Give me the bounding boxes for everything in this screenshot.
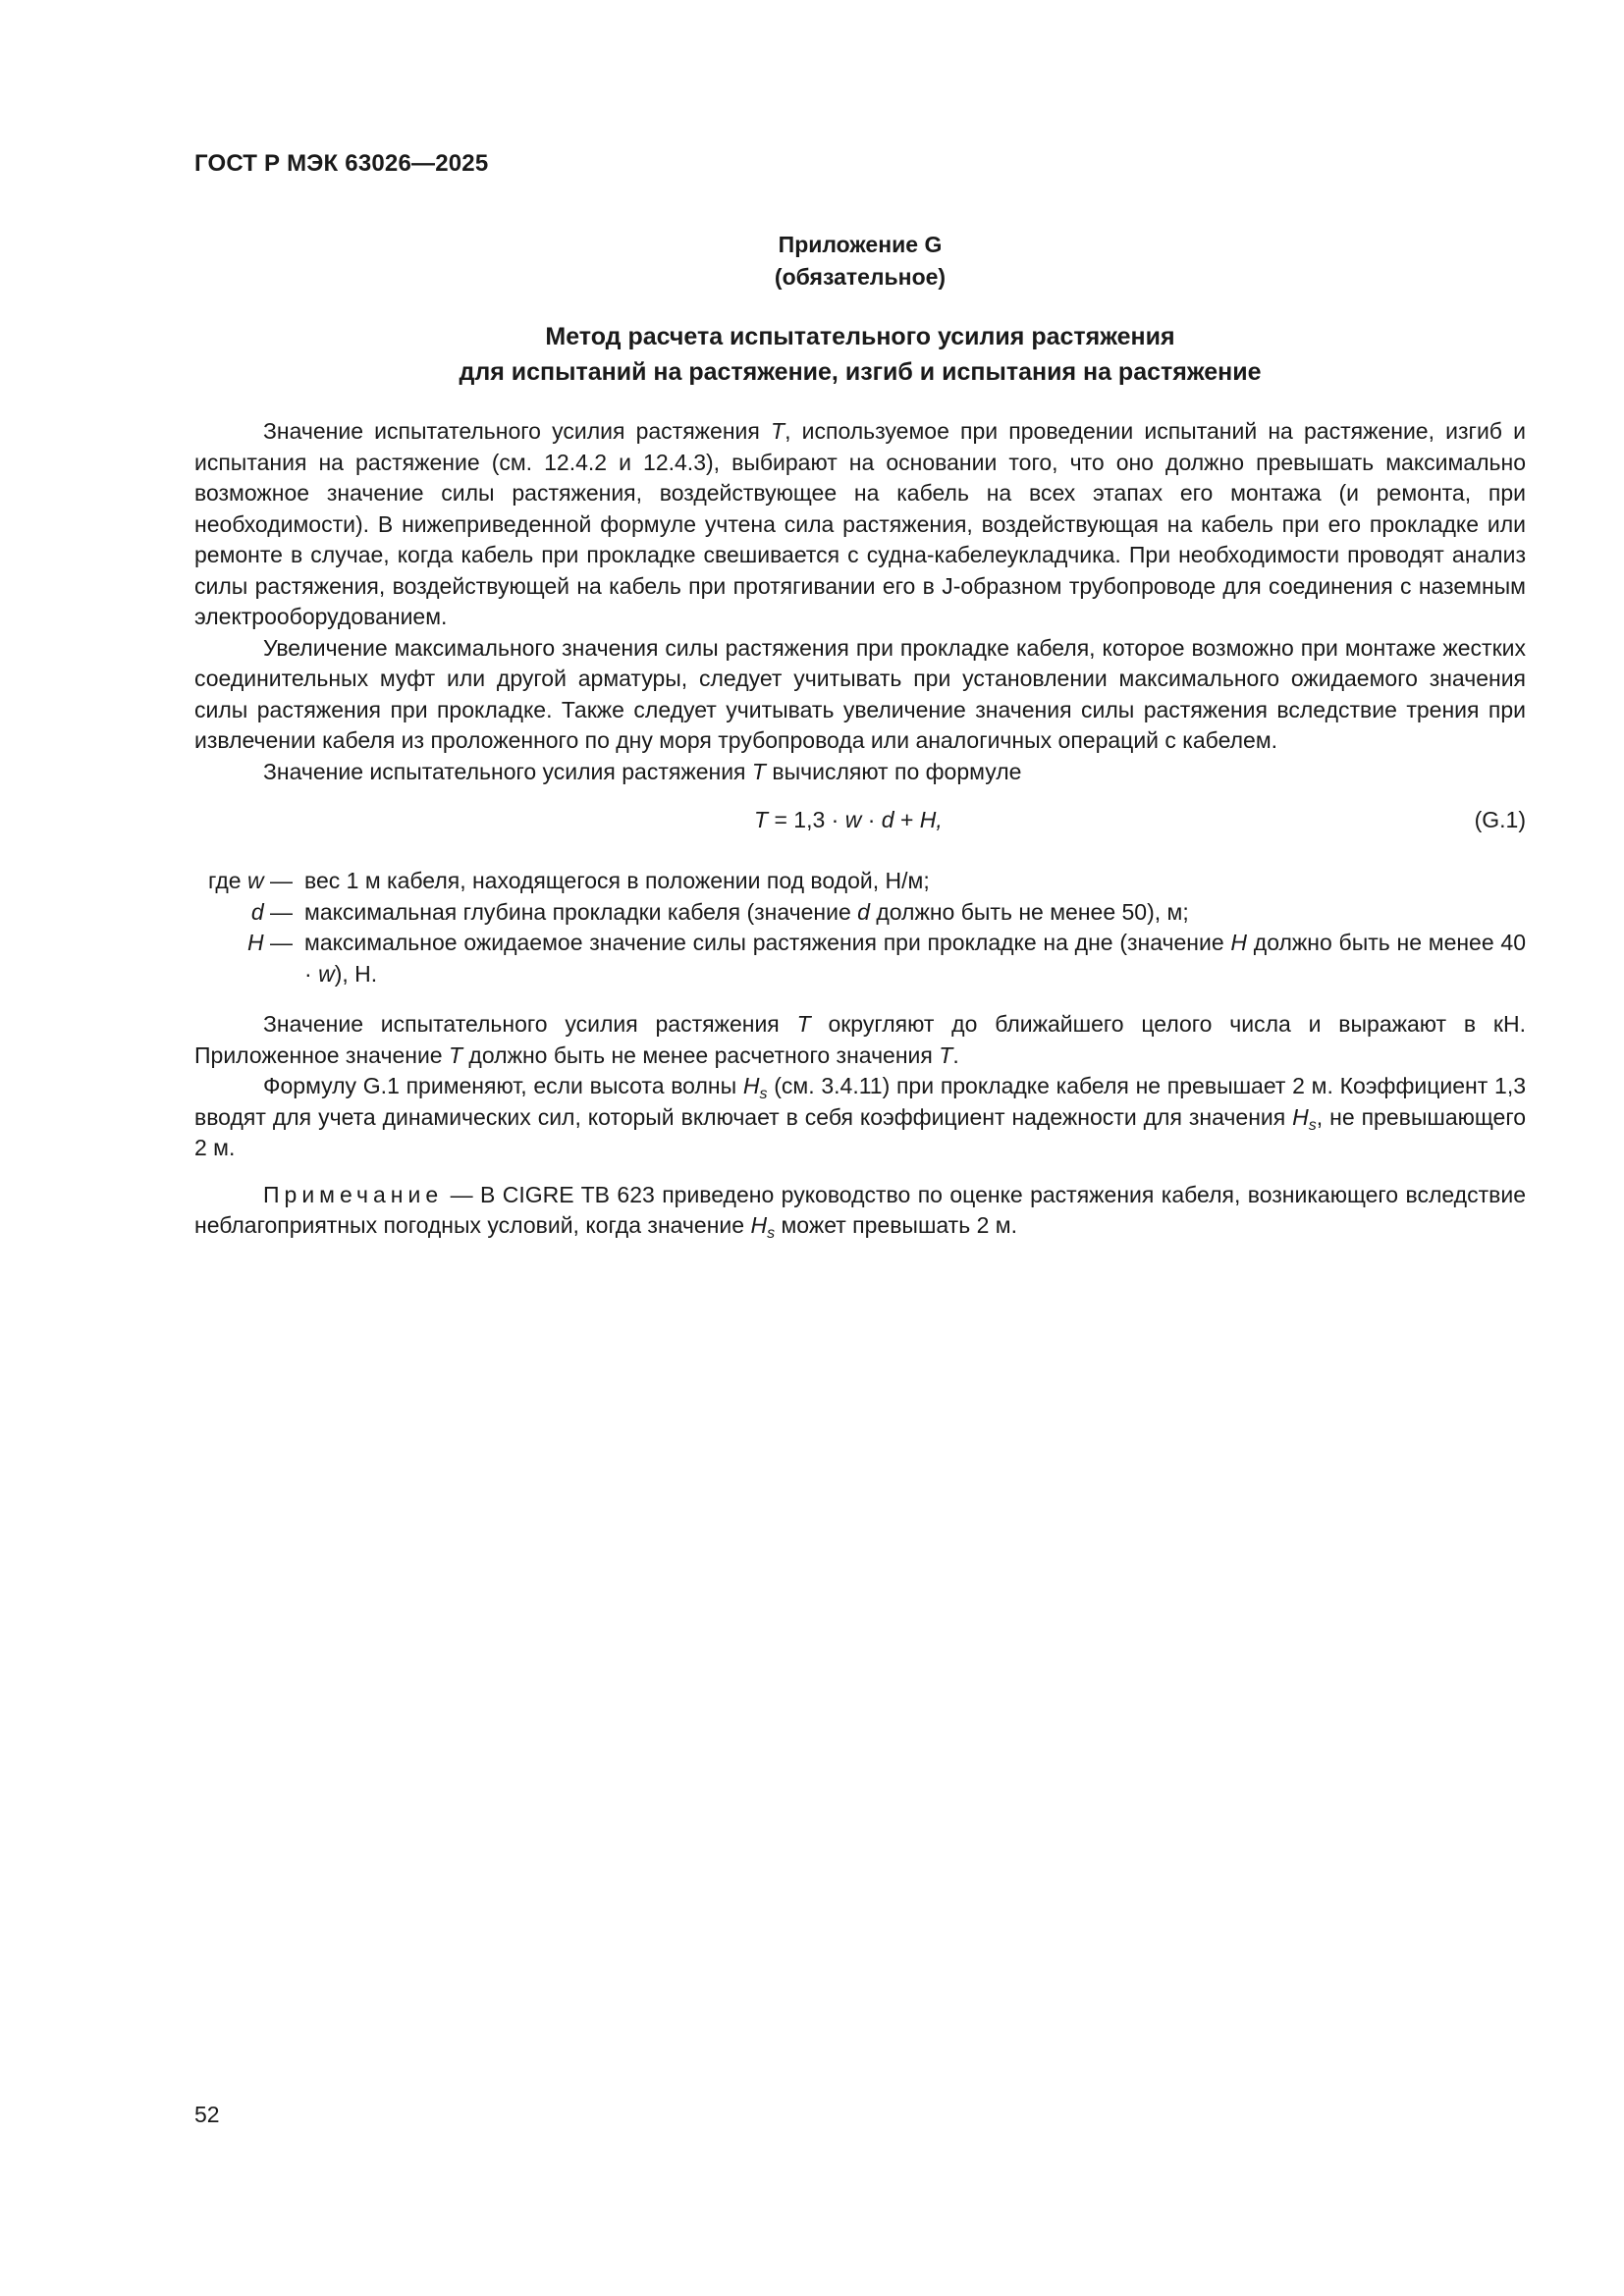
annex-label: Приложение G	[778, 232, 943, 257]
where-item-H	[194, 928, 1526, 989]
where-label: d —	[250, 898, 293, 925]
document-header: ГОСТ Р МЭК 63026—2025	[194, 150, 489, 177]
annex-status: (обязательное)	[774, 264, 947, 290]
document-body	[194, 416, 1526, 1242]
where-label: где w —	[208, 868, 293, 893]
paragraph-5: Формулу G.1 применяют, если высота волны $H_s$ (см. 3.4.11) при прокладке кабеля не превышает 2 м. Коэффициент 1,3 вводят для учета динамических сил, который включает в себя коэффициент надежности для значения $H_s$, не превышающего 2 м.	[194, 1073, 1527, 1160]
where-text: максимальное ожидаемое значение силы растяжения при прокладке на дне (значение H должно быть не менее 40 · w), Н.	[304, 930, 1526, 987]
paragraph-1	[194, 416, 1526, 633]
where-text: вес 1 м кабеля, находящегося в положении под водой, Н/м;	[304, 868, 930, 893]
annex-heading	[194, 229, 1526, 294]
paragraph-2: Увеличение максимального значения силы растяжения при прокладке кабеля, которое возможно при монтаже жестких соединительных муфт или другой арматуры, следует учитывать при установлении максимального ожидаемого значения силы растяжения при прокладке. Также следует учитывать увеличение значения силы растяжения вследствие трения при извлечении кабеля из проложенного по дну моря трубопровода или аналогичных операций с кабелем.	[194, 634, 1526, 753]
symbol-T: T	[751, 758, 766, 784]
text: вычисляют по формуле	[765, 758, 1022, 784]
where-list	[194, 866, 1526, 989]
text: Значение испытательного усилия растяжения	[263, 418, 772, 444]
note: Примечание — В CIGRE TB 623 приведено руководство по оценке растяжения кабеля, возникающего вследствие неблагоприятных погодных условий, когда значение $H_s$ может превышать 2 м.	[194, 1181, 1526, 1242]
where-label: H —	[246, 930, 293, 955]
annex-title	[194, 319, 1526, 390]
text: , используемое при проведении испытаний на растяжение, изгиб и испытания на растяжение (см. 12.4.2 и 12.4.3), выбирают на основании того, что оно должно превышать максимально возможное значение силы растяжения, воздействующее на кабель на всех этапах его монтажа (и ремонта, при необходимости). В нижеприведенной формуле учтена сила растяжения, воздействующая на кабель при его прокладке или ремонте в случае, когда кабель при прокладке свешивается с судна-кабелеукладчика. При необходимости проводят анализ силы растяжения, воздействующей на кабель при протягивании его в J-образном трубопроводе для соединения с наземным электрооборудованием.	[194, 418, 1526, 629]
formula-g1	[194, 801, 1526, 840]
paragraph-4: Значение испытательного усилия растяжения T округляют до ближайшего целого числа и выражают в кН. Приложенное значение T должно быть не менее расчетного значения T.	[194, 1011, 1526, 1068]
formula-number: (G.1)	[1474, 807, 1526, 832]
where-item-d	[194, 897, 1526, 929]
annex-title-line-1: Метод расчета испытательного усилия растяжения	[545, 323, 1175, 350]
symbol-T: T	[771, 418, 785, 444]
note-label: Примечание	[263, 1181, 444, 1207]
formula-expression: T = 1,3 · w · d + H,	[754, 807, 943, 832]
where-item-w	[194, 866, 1526, 897]
annex-title-line-2: для испытаний на растяжение, изгиб и испытания на растяжение	[459, 358, 1262, 386]
page-number: 52	[194, 2102, 220, 2127]
paragraph-3	[194, 757, 1526, 788]
document-page	[194, 0, 1526, 2296]
where-text: максимальная глубина прокладки кабеля (значение d должно быть не менее 50), м;	[304, 898, 1189, 925]
text: Значение испытательного усилия растяжения	[263, 758, 752, 784]
